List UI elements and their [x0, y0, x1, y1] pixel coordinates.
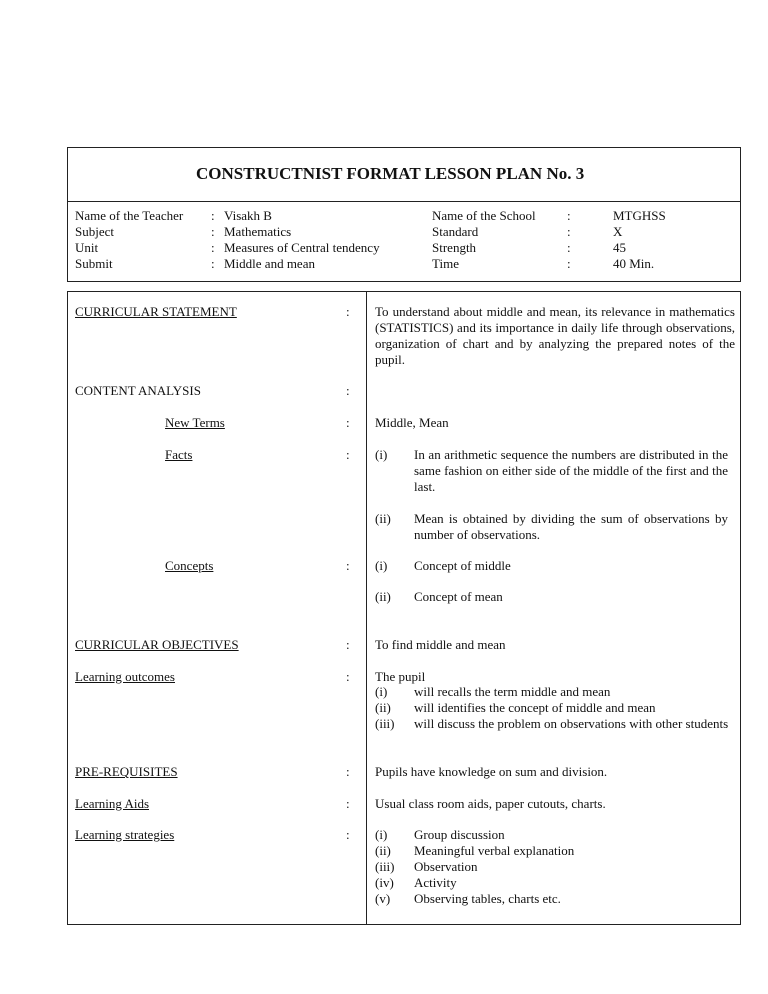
learning-strategies-label: Learning strategies — [75, 827, 175, 842]
new-terms-label: New Terms — [165, 415, 225, 430]
strategy-number: (iii) — [375, 859, 395, 874]
outcome-text: will identifies the concept of middle and mean — [414, 700, 656, 715]
learning-aids-label: Learning Aids — [75, 796, 150, 811]
pre-requisites-value: Pupils have knowledge on sum and division. — [375, 764, 608, 779]
learning-outcomes-intro: The pupil — [375, 669, 426, 684]
standard-value: X — [613, 224, 623, 239]
curricular-statement-label: CURRICULAR STATEMENT — [75, 304, 237, 319]
strategy-text: Group discussion — [414, 827, 505, 842]
fact-text: Mean is obtained by dividing the sum of observations by number of observations. — [414, 511, 728, 542]
school-label: Name of the School — [432, 208, 536, 223]
strategy-number: (i) — [375, 827, 388, 842]
time-value: 40 Min. — [613, 256, 655, 271]
colon: : — [346, 304, 350, 319]
colon: : — [346, 415, 350, 430]
outcome-number: (i) — [375, 684, 388, 699]
outcome-number: (iii) — [375, 716, 395, 731]
new-terms-value: Middle, Mean — [375, 415, 449, 430]
fact-number: (ii) — [375, 511, 391, 526]
facts-label: Facts — [165, 447, 193, 462]
colon: : — [211, 208, 215, 223]
curricular-statement-text: To understand about middle and mean, its relevance in mathematics (STATISTICS) and its importance in daily life through observations, organization of chart and by analyzing the prepared notes of the pupil. — [375, 304, 735, 367]
teacher-value: Visakh B — [224, 208, 272, 223]
colon: : — [567, 256, 571, 271]
fact-number: (i) — [375, 447, 388, 462]
colon: : — [346, 669, 350, 684]
colon: : — [346, 827, 350, 842]
strength-label: Strength — [432, 240, 477, 255]
column-divider — [366, 291, 367, 925]
colon: : — [211, 240, 215, 255]
concept-number: (ii) — [375, 589, 391, 604]
strategy-number: (v) — [375, 891, 391, 906]
submit-value: Middle and mean — [224, 256, 315, 271]
learning-outcomes-label: Learning outcomes — [75, 669, 175, 684]
colon: : — [346, 558, 350, 573]
outcome-text: will recalls the term middle and mean — [414, 684, 611, 699]
colon: : — [211, 224, 215, 239]
school-value: MTGHSS — [613, 208, 666, 223]
strategy-text: Activity — [414, 875, 457, 890]
colon: : — [346, 447, 350, 462]
time-label: Time — [432, 256, 459, 271]
title-divider — [67, 201, 741, 202]
pre-requisites-label: PRE-REQUISITES — [75, 764, 178, 779]
concept-text: Concept of middle — [414, 558, 511, 573]
strength-value: 45 — [613, 240, 626, 255]
strategy-number: (ii) — [375, 843, 391, 858]
page-title: CONSTRUCTNIST FORMAT LESSON PLAN No. 3 — [196, 164, 585, 183]
concept-number: (i) — [375, 558, 388, 573]
subject-label: Subject — [75, 224, 114, 239]
subject-value: Mathematics — [224, 224, 292, 239]
colon: : — [567, 208, 571, 223]
colon: : — [346, 764, 350, 779]
colon: : — [346, 637, 350, 652]
strategy-text: Observation — [414, 859, 478, 874]
outcome-number: (ii) — [375, 700, 391, 715]
colon: : — [567, 240, 571, 255]
colon: : — [346, 383, 350, 398]
teacher-label: Name of the Teacher — [75, 208, 184, 223]
curricular-objectives-label: CURRICULAR OBJECTIVES — [75, 637, 239, 652]
concept-text: Concept of mean — [414, 589, 503, 604]
colon: : — [211, 256, 215, 271]
strategy-text: Meaningful verbal explanation — [414, 843, 575, 858]
unit-label: Unit — [75, 240, 99, 255]
curricular-objectives-value: To find middle and mean — [375, 637, 506, 652]
colon: : — [346, 796, 350, 811]
strategy-text: Observing tables, charts etc. — [414, 891, 561, 906]
strategy-number: (iv) — [375, 875, 394, 890]
content-analysis-label: CONTENT ANALYSIS — [75, 383, 201, 398]
unit-value: Measures of Central tendency — [224, 240, 380, 255]
submit-label: Submit — [75, 256, 113, 271]
concepts-label: Concepts — [165, 558, 214, 573]
fact-text: In an arithmetic sequence the numbers are distributed in the same fashion on either side of the middle of the first and the last. — [414, 447, 728, 494]
outcome-text: will discuss the problem on observations with other students — [414, 716, 729, 731]
colon: : — [567, 224, 571, 239]
standard-label: Standard — [432, 224, 479, 239]
learning-aids-value: Usual class room aids, paper cutouts, charts. — [375, 796, 606, 811]
